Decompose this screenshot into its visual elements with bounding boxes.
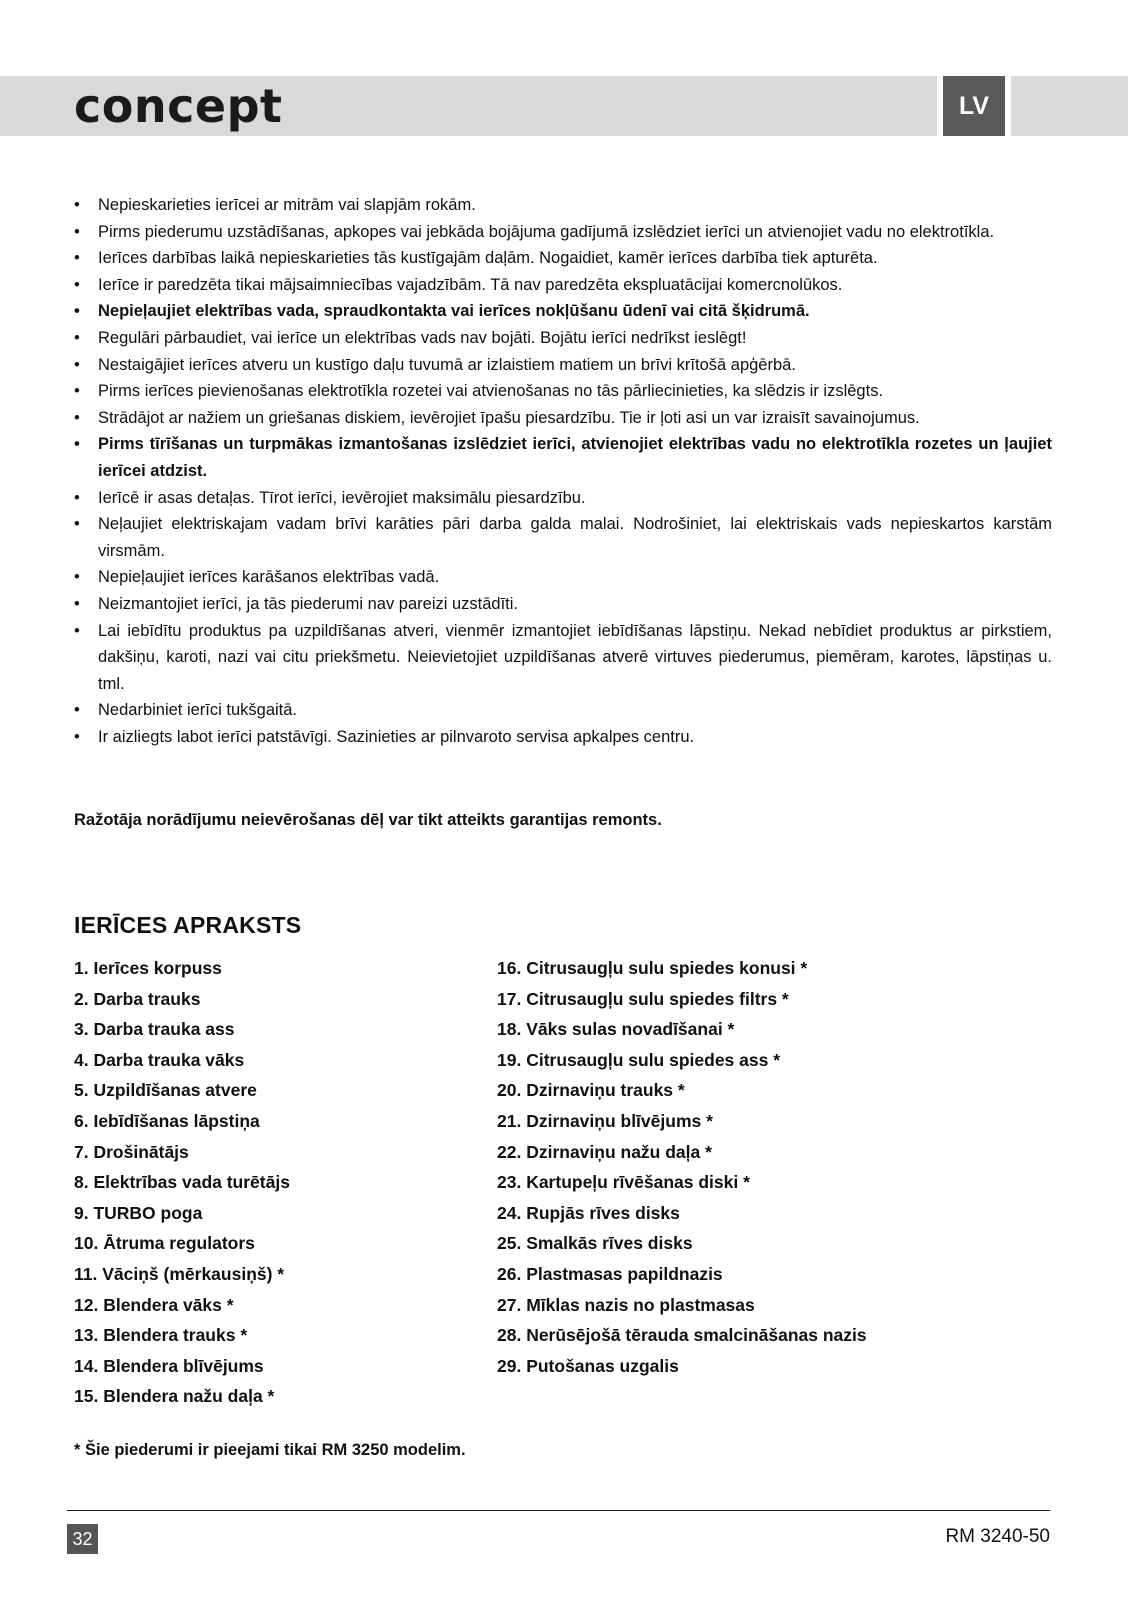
safety-rule-item: • Strādājot ar nažiem un griešanas diskiem, ievērojiet īpašu piesardzību. Tie ir ļoti asi un var izraisīt savainojumus. — [74, 405, 1052, 432]
part-item: 2. Darba trauks — [74, 988, 201, 1009]
footnote: * Šie piederumi ir pieejami tikai RM 3250 modelim. — [74, 1441, 466, 1459]
part-item: 28. Nerūsējošā tērauda smalcināšanas nazis — [497, 1325, 867, 1346]
part-item: 14. Blendera blīvējums — [74, 1355, 264, 1376]
safety-rule-item: • Ierīces darbības laikā nepieskarieties tās kustīgajām daļām. Nogaidiet, kamēr ierīces darbība tiek apturēta. — [74, 245, 1052, 272]
model-number: RM 3240-50 — [945, 1526, 1050, 1547]
part-item: 3. Darba trauka ass — [74, 1019, 235, 1040]
language-badge: LV — [943, 76, 1005, 136]
part-item: 26. Plastmasas papildnazis — [497, 1263, 723, 1284]
part-item: 19. Citrusaugļu sulu spiedes ass * — [497, 1049, 781, 1070]
part-item: 9. TURBO poga — [74, 1202, 203, 1223]
part-item: 20. Dzirnaviņu trauks * — [497, 1080, 685, 1101]
safety-rule-item: • Ir aizliegts labot ierīci patstāvīgi. Sazinieties ar pilnvaroto servisa apkalpes centru. — [74, 724, 1052, 751]
part-item: 21. Dzirnaviņu blīvējums * — [497, 1110, 713, 1131]
safety-rule-item: • Neļaujiet elektriskajam vadam brīvi karāties pāri darba galda malai. Nodrošiniet, lai elektriskais vads nepieskartos karstām virsmām. — [74, 511, 1052, 564]
part-item: 24. Rupjās rīves disks — [497, 1202, 680, 1223]
footer-divider — [67, 1510, 1050, 1511]
part-item: 1. Ierīces korpuss — [74, 958, 222, 978]
parts-list-right — [497, 953, 867, 1381]
part-item: 7. Drošinātājs — [74, 1141, 189, 1162]
header-band-right — [1011, 76, 1128, 136]
safety-rule-item: • Nepieļaujiet ierīces karāšanos elektrības vadā. — [74, 564, 1052, 591]
safety-rule-item: • Neizmantojiet ierīci, ja tās piederumi nav pareizi uzstādīti. — [74, 591, 1052, 618]
part-item: 5. Uzpildīšanas atvere — [74, 1080, 257, 1101]
safety-rule-item: • Pirms piederumu uzstādīšanas, apkopes vai jebkāda bojājuma gadījumā izslēdziet ierīci un atvienojiet vadu no elektrotīkla. — [74, 219, 1052, 246]
safety-rule-item: • Nepieskarieties ierīcei ar mitrām vai slapjām rokām. — [74, 192, 1052, 219]
safety-rule-item: • Ierīcē ir asas detaļas. Tīrot ierīci, ievērojiet maksimālu piesardzību. — [74, 485, 1052, 512]
part-item: 17. Citrusaugļu sulu spiedes filtrs * — [497, 988, 789, 1009]
safety-rule-item: • Lai iebīdītu produktus pa uzpildīšanas atveri, vienmēr izmantojiet iebīdīšanas lāpstiņu. Nekad nebīdiet produktus ar pirkstiem, dakšiņu, karoti, nazi vai citu priekšmetu. Neievietojiet uzpildīšanas atverē virtuves piederumus, piemēram, karotes, lāpstiņas u. tml. — [74, 618, 1052, 698]
part-item: 6. Iebīdīšanas lāpstiņa — [74, 1110, 260, 1131]
part-item: 13. Blendera trauks * — [74, 1325, 248, 1346]
part-item: 10. Ātruma regulators — [74, 1233, 255, 1254]
safety-rule-item: • Regulāri pārbaudiet, vai ierīce un elektrības vads nav bojāti. Bojātu ierīci nedrīkst ieslēgt! — [74, 325, 1052, 352]
safety-rule-item: • Pirms ierīces pievienošanas elektrotīkla rozetei vai atvienošanas no tās pārliecinieties, ka slēdzis ir izslēgts. — [74, 378, 1052, 405]
safety-rule-item: • Nedarbiniet ierīci tukšgaitā. — [74, 697, 1052, 724]
brand-logo: concept — [74, 79, 283, 133]
part-item: 15. Blendera nažu daļa * — [74, 1386, 275, 1407]
safety-rule-item: • Nepieļaujiet elektrības vada, spraudkontakta vai ierīces nokļūšanu ūdenī vai citā šķidrumā. — [74, 298, 1052, 325]
part-item: 4. Darba trauka vāks — [74, 1049, 245, 1070]
part-item: 25. Smalkās rīves disks — [497, 1233, 693, 1254]
part-item: 23. Kartupeļu rīvēšanas diski * — [497, 1172, 750, 1193]
safety-rules-list — [74, 192, 1052, 750]
safety-rule-item: • Ierīce ir paredzēta tikai mājsaimniecības vajadzībām. Tā nav paredzēta ekspluatācijai komercnolūkos. — [74, 272, 1052, 299]
safety-rule-item: • Nestaigājiet ierīces atveru un kustīgo daļu tuvumā ar izlaistiem matiem un brīvi krītošā apģērbā. — [74, 352, 1052, 379]
part-item: 11. Vāciņš (mērkausiņš) * — [74, 1263, 285, 1284]
safety-rule-item: • Pirms tīrīšanas un turpmākas izmantošanas izslēdziet ierīci, atvienojiet elektrības vadu no elektrotīkla rozetes un ļaujiet ierīcei atdzist. — [74, 431, 1052, 484]
parts-list-left — [74, 953, 290, 1412]
page-number: 32 — [67, 1524, 98, 1554]
part-item: 16. Citrusaugļu sulu spiedes konusi * — [497, 958, 808, 978]
part-item: 27. Mīklas nazis no plastmasas — [497, 1294, 755, 1315]
section-title: IERĪCES APRAKSTS — [74, 912, 302, 938]
part-item: 18. Vāks sulas novadīšanai * — [497, 1019, 735, 1040]
part-item: 12. Blendera vāks * — [74, 1294, 234, 1315]
part-item: 8. Elektrības vada turētājs — [74, 1172, 290, 1193]
warranty-note: Ražotāja norādījumu neievērošanas dēļ var tikt atteikts garantijas remonts. — [74, 811, 662, 829]
part-item: 22. Dzirnaviņu nažu daļa * — [497, 1141, 712, 1162]
part-item: 29. Putošanas uzgalis — [497, 1355, 679, 1376]
